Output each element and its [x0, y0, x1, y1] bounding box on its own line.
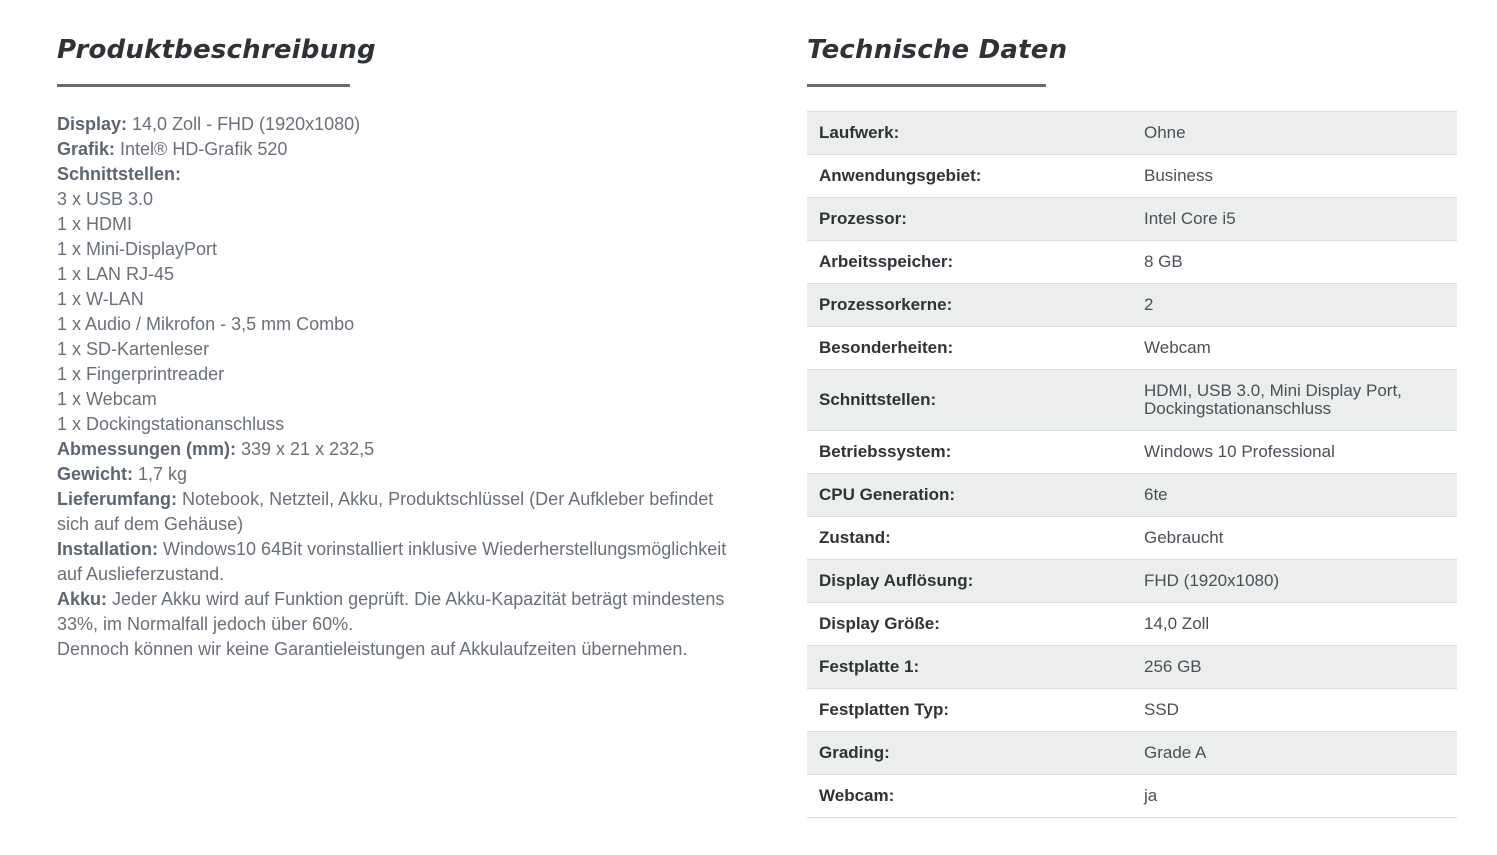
description-line	[57, 237, 737, 262]
technical-data-section	[807, 30, 1457, 818]
description-line-text: 1 x Fingerprintreader	[57, 364, 225, 384]
spec-key: Display Größe:	[819, 614, 940, 633]
description-line-text: 14,0 Zoll - FHD (1920x1080)	[127, 114, 361, 134]
spec-value: Grade A	[1132, 732, 1457, 775]
description-line-text: 1 x HDMI	[57, 214, 133, 234]
description-line-label: Installation:	[57, 539, 159, 559]
spec-row	[807, 112, 1457, 155]
description-line	[57, 112, 737, 137]
description-line	[57, 487, 737, 537]
description-line-text: 1,7 kg	[133, 464, 188, 484]
spec-row	[807, 603, 1457, 646]
description-line-label: Akku:	[57, 589, 108, 609]
description-line	[57, 437, 737, 462]
spec-key: Grading:	[807, 732, 1132, 775]
description-line-text: 3 x USB 3.0	[57, 189, 154, 209]
specs-title-underline	[807, 84, 1046, 87]
description-line-text: Intel® HD-Grafik 520	[115, 139, 288, 159]
spec-row	[807, 241, 1457, 284]
description-line-label: Abmessungen (mm):	[57, 439, 237, 459]
description-line-text: 1 x Audio / Mikrofon - 3,5 mm Combo	[57, 314, 355, 334]
spec-value: HDMI, USB 3.0, Mini Display Port, Dockingstationanschluss	[1132, 370, 1457, 431]
spec-value: Intel Core i5	[1132, 198, 1457, 241]
spec-key: Display Auflösung:	[807, 560, 1132, 603]
spec-key: Prozessorkerne:	[807, 284, 1132, 327]
description-line-text: Notebook, Netzteil, Akku, Produktschlüssel (Der Aufkleber befindet sich auf dem Gehäuse)	[57, 489, 714, 534]
description-line-text: Jeder Akku wird auf Funktion geprüft. Die Akku-Kapazität beträgt mindestens 33%, im Normalfall jedoch über 60%.	[57, 589, 725, 634]
description-line	[57, 637, 737, 662]
spec-row	[807, 327, 1457, 370]
spec-key: Webcam:	[819, 786, 895, 805]
spec-key: Festplatte 1:	[807, 646, 1132, 689]
spec-key: Schnittstellen:	[807, 370, 1132, 431]
spec-value: 2	[1132, 284, 1457, 327]
description-line-text: 1 x SD-Kartenleser	[57, 339, 210, 359]
spec-row	[807, 560, 1457, 603]
description-line-text: Windows10 64Bit vorinstalliert inklusive Wiederherstellungsmöglichkeit auf Auslieferzustand.	[57, 539, 727, 584]
description-body	[57, 112, 737, 662]
product-description-section	[57, 30, 737, 662]
spec-row	[807, 284, 1457, 327]
spec-row	[807, 474, 1457, 517]
spec-value: Gebraucht	[1144, 528, 1224, 547]
spec-value: 8 GB	[1144, 252, 1183, 271]
description-line	[57, 162, 737, 187]
spec-value: Windows 10 Professional	[1144, 442, 1335, 461]
description-line	[57, 362, 737, 387]
spec-row	[807, 431, 1457, 474]
description-title-underline	[57, 84, 350, 87]
spec-value: Ohne	[1132, 112, 1457, 155]
description-line-label: Schnittstellen:	[57, 164, 182, 184]
description-line	[57, 312, 737, 337]
description-title: Produktbeschreibung	[57, 35, 376, 65]
description-line-text: 1 x Dockingstationanschluss	[57, 414, 285, 434]
specs-table	[807, 111, 1457, 818]
spec-key: Betriebssystem:	[819, 442, 952, 461]
spec-row	[807, 155, 1457, 198]
spec-key: CPU Generation:	[807, 474, 1132, 517]
spec-key: Festplatten Typ:	[819, 700, 950, 719]
description-line-label: Gewicht:	[57, 464, 134, 484]
spec-value: Business	[1144, 166, 1213, 185]
spec-key: Laufwerk:	[807, 112, 1132, 155]
description-line	[57, 337, 737, 362]
spec-key: Arbeitsspeicher:	[819, 252, 954, 271]
spec-key: Zustand:	[819, 528, 891, 547]
spec-row	[807, 517, 1457, 560]
spec-value: 14,0 Zoll	[1144, 614, 1210, 633]
description-line-label: Lieferumfang:	[57, 489, 178, 509]
spec-row	[807, 732, 1457, 775]
description-line	[57, 412, 737, 437]
description-line-text: 1 x W-LAN	[57, 289, 144, 309]
spec-row	[807, 370, 1457, 431]
description-line	[57, 537, 737, 587]
description-line	[57, 462, 737, 487]
spec-value: 6te	[1132, 474, 1457, 517]
spec-row	[807, 689, 1457, 732]
description-line-text: 1 x Webcam	[57, 389, 157, 409]
description-line	[57, 137, 737, 162]
description-line	[57, 187, 737, 212]
spec-value: 256 GB	[1132, 646, 1457, 689]
spec-row	[807, 198, 1457, 241]
description-line-label: Grafik:	[57, 139, 116, 159]
spec-key: Besonderheiten:	[819, 338, 954, 357]
spec-key: Anwendungsgebiet:	[819, 166, 982, 185]
description-line-text: 1 x LAN RJ-45	[57, 264, 175, 284]
spec-row	[807, 646, 1457, 689]
description-line-text: 1 x Mini-DisplayPort	[57, 239, 218, 259]
specs-title: Technische Daten	[807, 35, 1068, 65]
spec-row	[807, 775, 1457, 818]
spec-value: ja	[1144, 786, 1158, 805]
spec-value: FHD (1920x1080)	[1132, 560, 1457, 603]
spec-value: Webcam	[1144, 338, 1211, 357]
spec-value: SSD	[1144, 700, 1179, 719]
spec-key: Prozessor:	[807, 198, 1132, 241]
description-line	[57, 387, 737, 412]
description-line-label: Display:	[57, 114, 128, 134]
description-line	[57, 587, 737, 637]
description-line-text: 339 x 21 x 232,5	[236, 439, 375, 459]
description-line	[57, 212, 737, 237]
description-line	[57, 287, 737, 312]
description-line-text: Dennoch können wir keine Garantieleistungen auf Akkulaufzeiten übernehmen.	[57, 639, 688, 659]
description-line	[57, 262, 737, 287]
